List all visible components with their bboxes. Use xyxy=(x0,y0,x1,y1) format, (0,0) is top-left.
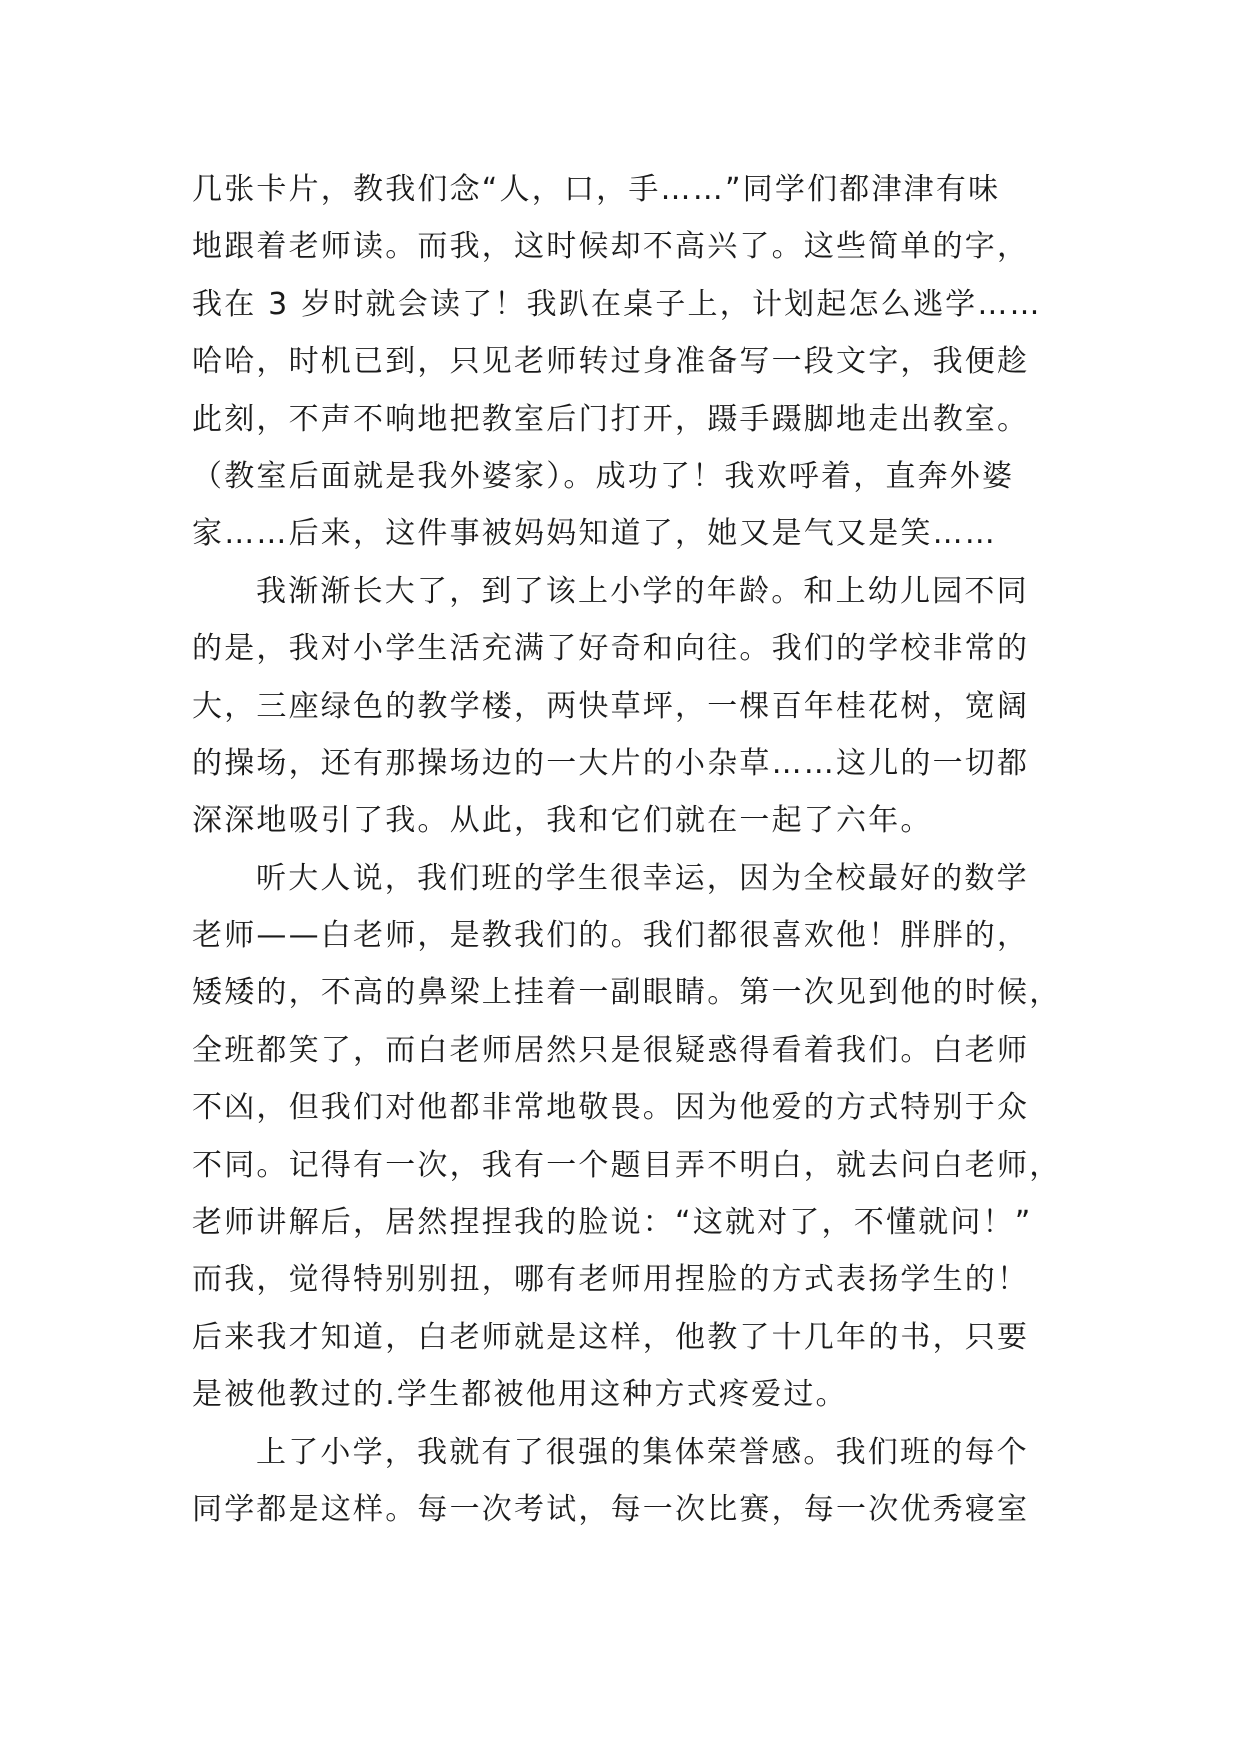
text-line: 我在 3 岁时就会读了！我趴在桌子上，计划起怎么逃学…… xyxy=(192,286,1042,322)
paragraph-first-line: 上了小学，我就有了很强的集体荣誉感。我们班的每个 xyxy=(256,1434,1029,1470)
text-line: 是被他教过的.学生都被他用这种方式疼爱过。 xyxy=(192,1377,848,1413)
text-line: 的操场，还有那操场边的一大片的小杂草……这儿的一切都 xyxy=(192,745,1030,781)
text-line: （教室后面就是我外婆家）。成功了！我欢呼着，直奔外婆 xyxy=(192,458,1015,494)
paragraph-first-line: 听大人说，我们班的学生很幸运，因为全校最好的数学 xyxy=(256,860,1029,896)
text-line: 地跟着老师读。而我，这时候却不高兴了。这些简单的字， xyxy=(192,229,1030,265)
text-line: 家……后来，这件事被妈妈知道了，她又是气又是笑…… xyxy=(192,516,997,552)
text-line: 同学都是这样。每一次考试，每一次比赛，每一次优秀寝室 xyxy=(192,1491,1030,1527)
text-line: 几张卡片，教我们念“人，口，手……”同学们都津津有味 xyxy=(192,172,1001,207)
text-line: 全班都笑了，而白老师居然只是很疑惑得看着我们。白老师 xyxy=(192,1032,1030,1068)
text-line: 老师讲解后，居然捏捏我的脸说：“这就对了，不懂就问！” xyxy=(192,1205,1033,1241)
text-line: 深深地吸引了我。从此，我和它们就在一起了六年。 xyxy=(192,803,933,839)
text-line: 矮矮的，不高的鼻梁上挂着一副眼睛。第一次见到他的时候， xyxy=(192,975,1062,1011)
text-line: 而我，觉得特别别扭，哪有老师用捏脸的方式表扬学生的！ xyxy=(192,1262,1030,1298)
text-line: 此刻，不声不响地把教室后门打开，蹑手蹑脚地走出教室。 xyxy=(192,401,1030,437)
text-line: 的是，我对小学生活充满了好奇和向往。我们的学校非常的 xyxy=(192,631,1030,667)
text-line: 老师——白老师，是教我们的。我们都很喜欢他！胖胖的， xyxy=(192,918,1030,954)
paragraph-first-line: 我渐渐长大了，到了该上小学的年龄。和上幼儿园不同 xyxy=(256,573,1029,609)
text-line: 哈哈，时机已到，只见老师转过身准备写一段文字，我便趁 xyxy=(192,344,1030,380)
text-line: 不凶，但我们对他都非常地敬畏。因为他爱的方式特别于众 xyxy=(192,1090,1030,1126)
document-body xyxy=(192,161,1072,1538)
text-line: 大，三座绿色的教学楼，两快草坪，一棵百年桂花树，宽阔 xyxy=(192,688,1030,724)
text-line: 不同。记得有一次，我有一个题目弄不明白，就去问白老师， xyxy=(192,1147,1062,1183)
text-line: 后来我才知道，白老师就是这样，他教了十几年的书，只要 xyxy=(192,1319,1030,1355)
